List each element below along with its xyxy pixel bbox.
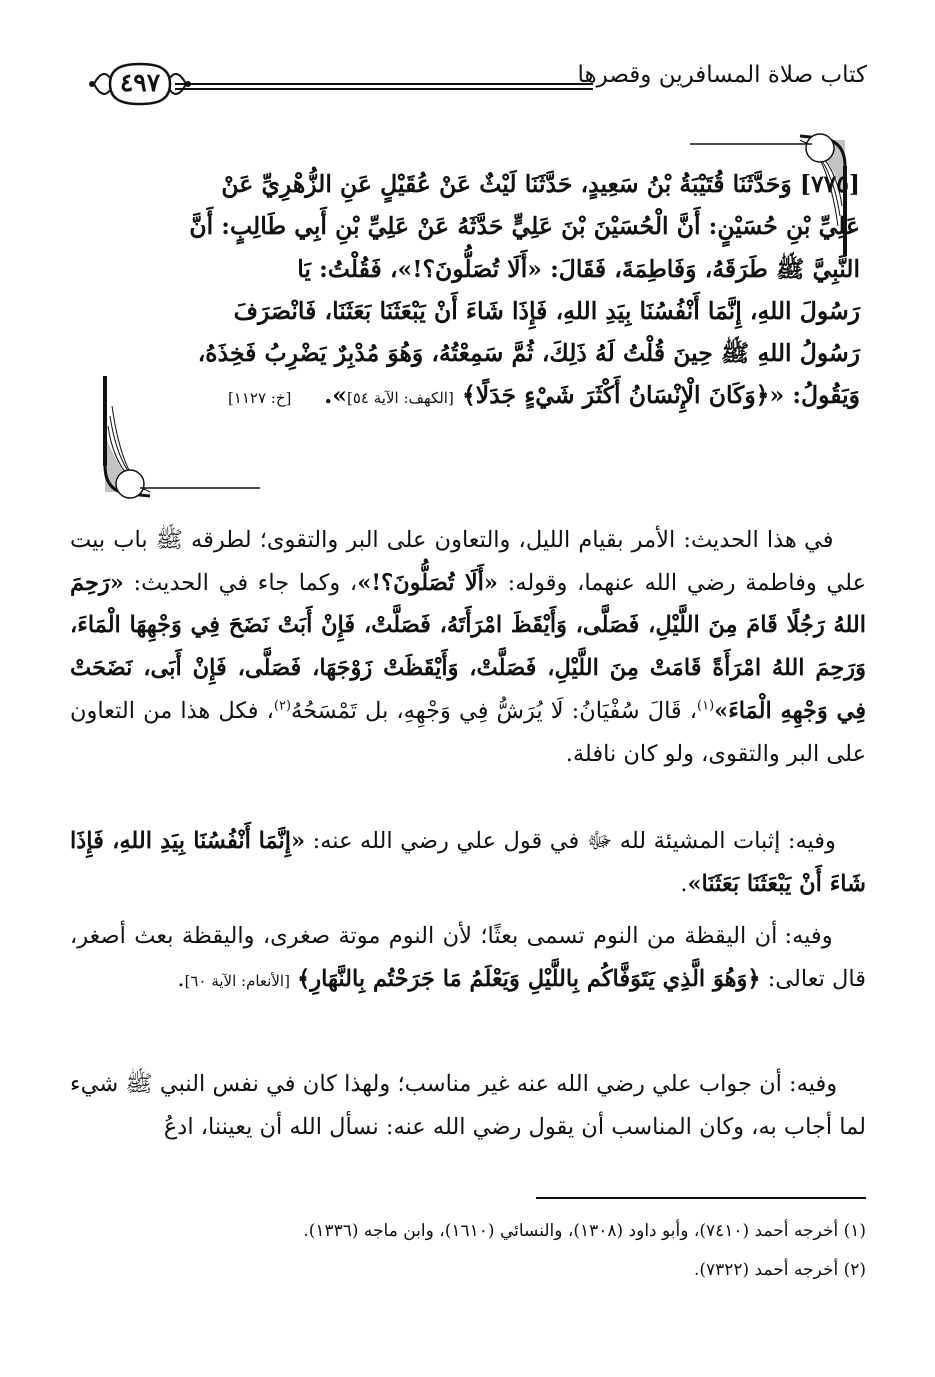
- hadith-text-segment: ».: [324, 381, 347, 410]
- quran-reference: [الكهف: الآية ٥٤]: [347, 389, 454, 408]
- commentary-text: وفيه: أن جواب علي رضي الله عنه غير مناسب؛ ولهذا كان في نفس النبي ﷺ شيء لما أجاب به، وكان المناسب أن يقول رضي الله عنه: نسأل الله أن يعيننا، ادعُ: [70, 1071, 866, 1140]
- hadith-text-segment: وَيَقُولُ: «﴿وَكَانَ الْإِنْسَانُ أَكْثَرَ شَيْءٍ جَدَلًا﴾: [462, 381, 860, 410]
- hadith-line: رَسُولُ اللهِ ﷺ حِينَ قُلْتُ لَهُ ذَلِكَ، ثُمَّ سَمِعْتُهُ، وَهُوَ مُدْبِرٌ يَضْرِبُ فَخِذَهُ،: [197, 339, 860, 368]
- commentary-text: ، فكل هذا من التعاون على البر والتقوى، ولو كان نافلة.: [70, 697, 866, 767]
- hadith-line: [145, 374, 860, 419]
- quran-reference: [الأنعام: الآية ٦٠]: [184, 971, 290, 990]
- commentary-text: وفيه: أن اليقظة من النوم تسمى بعثًا؛ لأن النوم موتة صغرى، واليقظة بعث أصغر، قال تعالى:: [70, 923, 866, 992]
- page-header: [0, 0, 935, 120]
- hadith-quote: «رَحِمَ اللهُ رَجُلًا قَامَ مِنَ اللَّيْلِ، فَصَلَّى، وَأَيْقَظَ امْرَأَتَهُ، فَصَلَّتْ، فَإِنْ أَبَتْ نَضَحَ فِي وَجْهِهَا الْمَاءَ، وَرَحِمَ اللهُ امْرَأَةً قَامَتْ مِنَ اللَّيْلِ، فَصَلَّتْ، وَأَيْقَظَتْ زَوْجَهَا، فَصَلَّى، فَإِنْ أَبَى، نَضَحَتْ فِي وَجْهِهِ الْمَاءَ»: [70, 569, 866, 724]
- hadith-line: عَلِيِّ بْنِ حُسَيْنٍ: أَنَّ الْحُسَيْنَ بْنَ عَلِيٍّ حَدَّثَهُ عَنْ عَلِيِّ بْنِ أَبِي طَالِبٍ: أَنَّ: [189, 212, 860, 241]
- page-number: ٤٩٧: [119, 68, 161, 97]
- hadith-source-reference: [خ: ١١٢٧]: [227, 389, 292, 408]
- footnote-marker: (١): [697, 698, 715, 714]
- footnote-1: (١) أخرجه أحمد (٧٤١٠)، وأبو داود (١٣٠٨)، والنسائي (١٦١٠)، وابن ماجه (١٣٣٦).: [303, 1221, 866, 1241]
- commentary-text: .: [177, 965, 185, 992]
- commentary-text: ، قَالَ سُفْيَانُ: لَا يُرَشُّ فِي وَجْهِهِ، بل تَمْسَحُهُ: [291, 697, 698, 724]
- hadith-text: [145, 163, 860, 420]
- corner-ornament-bottom-left-icon: [105, 376, 150, 498]
- commentary-paragraph-3: [70, 915, 866, 1002]
- footnote-rule: [536, 1197, 866, 1199]
- hadith-line: رَسُولَ اللهِ، إِنَّمَا أَنْفُسُنَا بِيَدِ اللهِ، فَإِذَا شَاءَ أَنْ يَبْعَثَنَا بَعَثَنَا، فَانْصَرَفَ: [233, 296, 860, 325]
- hadith-line: النَّبِيَّ ﷺ طَرَقَهُ، وَفَاطِمَةَ، فَقَالَ: «أَلَا تُصَلُّونَ؟!»، فَقُلْتُ: يَا: [297, 254, 860, 283]
- commentary-paragraph-4: [70, 1063, 866, 1148]
- commentary-paragraph-2: [70, 820, 866, 905]
- book-title: كتاب صلاة المسافرين وقصرها: [577, 62, 867, 88]
- hadith-line: [٧٧٥] وَحَدَّثَنَا قُتَيْبَةُ بْنُ سَعِيدٍ، حَدَّثَنَا لَيْثٌ عَنْ عُقَيْلٍ عَنِ الزُّهْرِيِّ عَنْ: [221, 170, 860, 198]
- header-rule: [175, 83, 593, 90]
- quran-verse: ﴿وَهُوَ الَّذِي يَتَوَفَّاكُم بِاللَّيْلِ وَيَعْلَمُ مَا جَرَحْتُم بِالنَّهَارِ﴾: [297, 965, 761, 992]
- page-number-frame: [88, 58, 192, 110]
- commentary-text: ، وكما جاء في الحديث:: [123, 569, 358, 596]
- footnote-2: (٢) أخرجه أحمد (٧٣٢٢).: [693, 1260, 866, 1280]
- commentary-text: في هذا الحديث: الأمر بقيام الليل، والتعاون على البر والتقوى؛ لطرقه ﷺ باب بيت علي وفاطمة رضي الله عنهما، وقوله:: [70, 527, 867, 596]
- footnote-marker: (٢): [273, 698, 292, 714]
- commentary-paragraph-1: [70, 519, 866, 775]
- hadith-quote: «إِنَّمَا أَنْفُسُنَا بِيَدِ اللهِ، فَإِذَا شَاءَ أَنْ يَبْعَثَنَا بَعَثَنَا»: [70, 828, 866, 897]
- commentary-text: .: [680, 870, 688, 897]
- commentary-text: وفيه: إثبات المشيئة لله ﷻ في قول علي رضي الله عنه:: [305, 828, 836, 854]
- hadith-quote: «أَلَا تُصَلُّونَ؟!»: [357, 569, 498, 596]
